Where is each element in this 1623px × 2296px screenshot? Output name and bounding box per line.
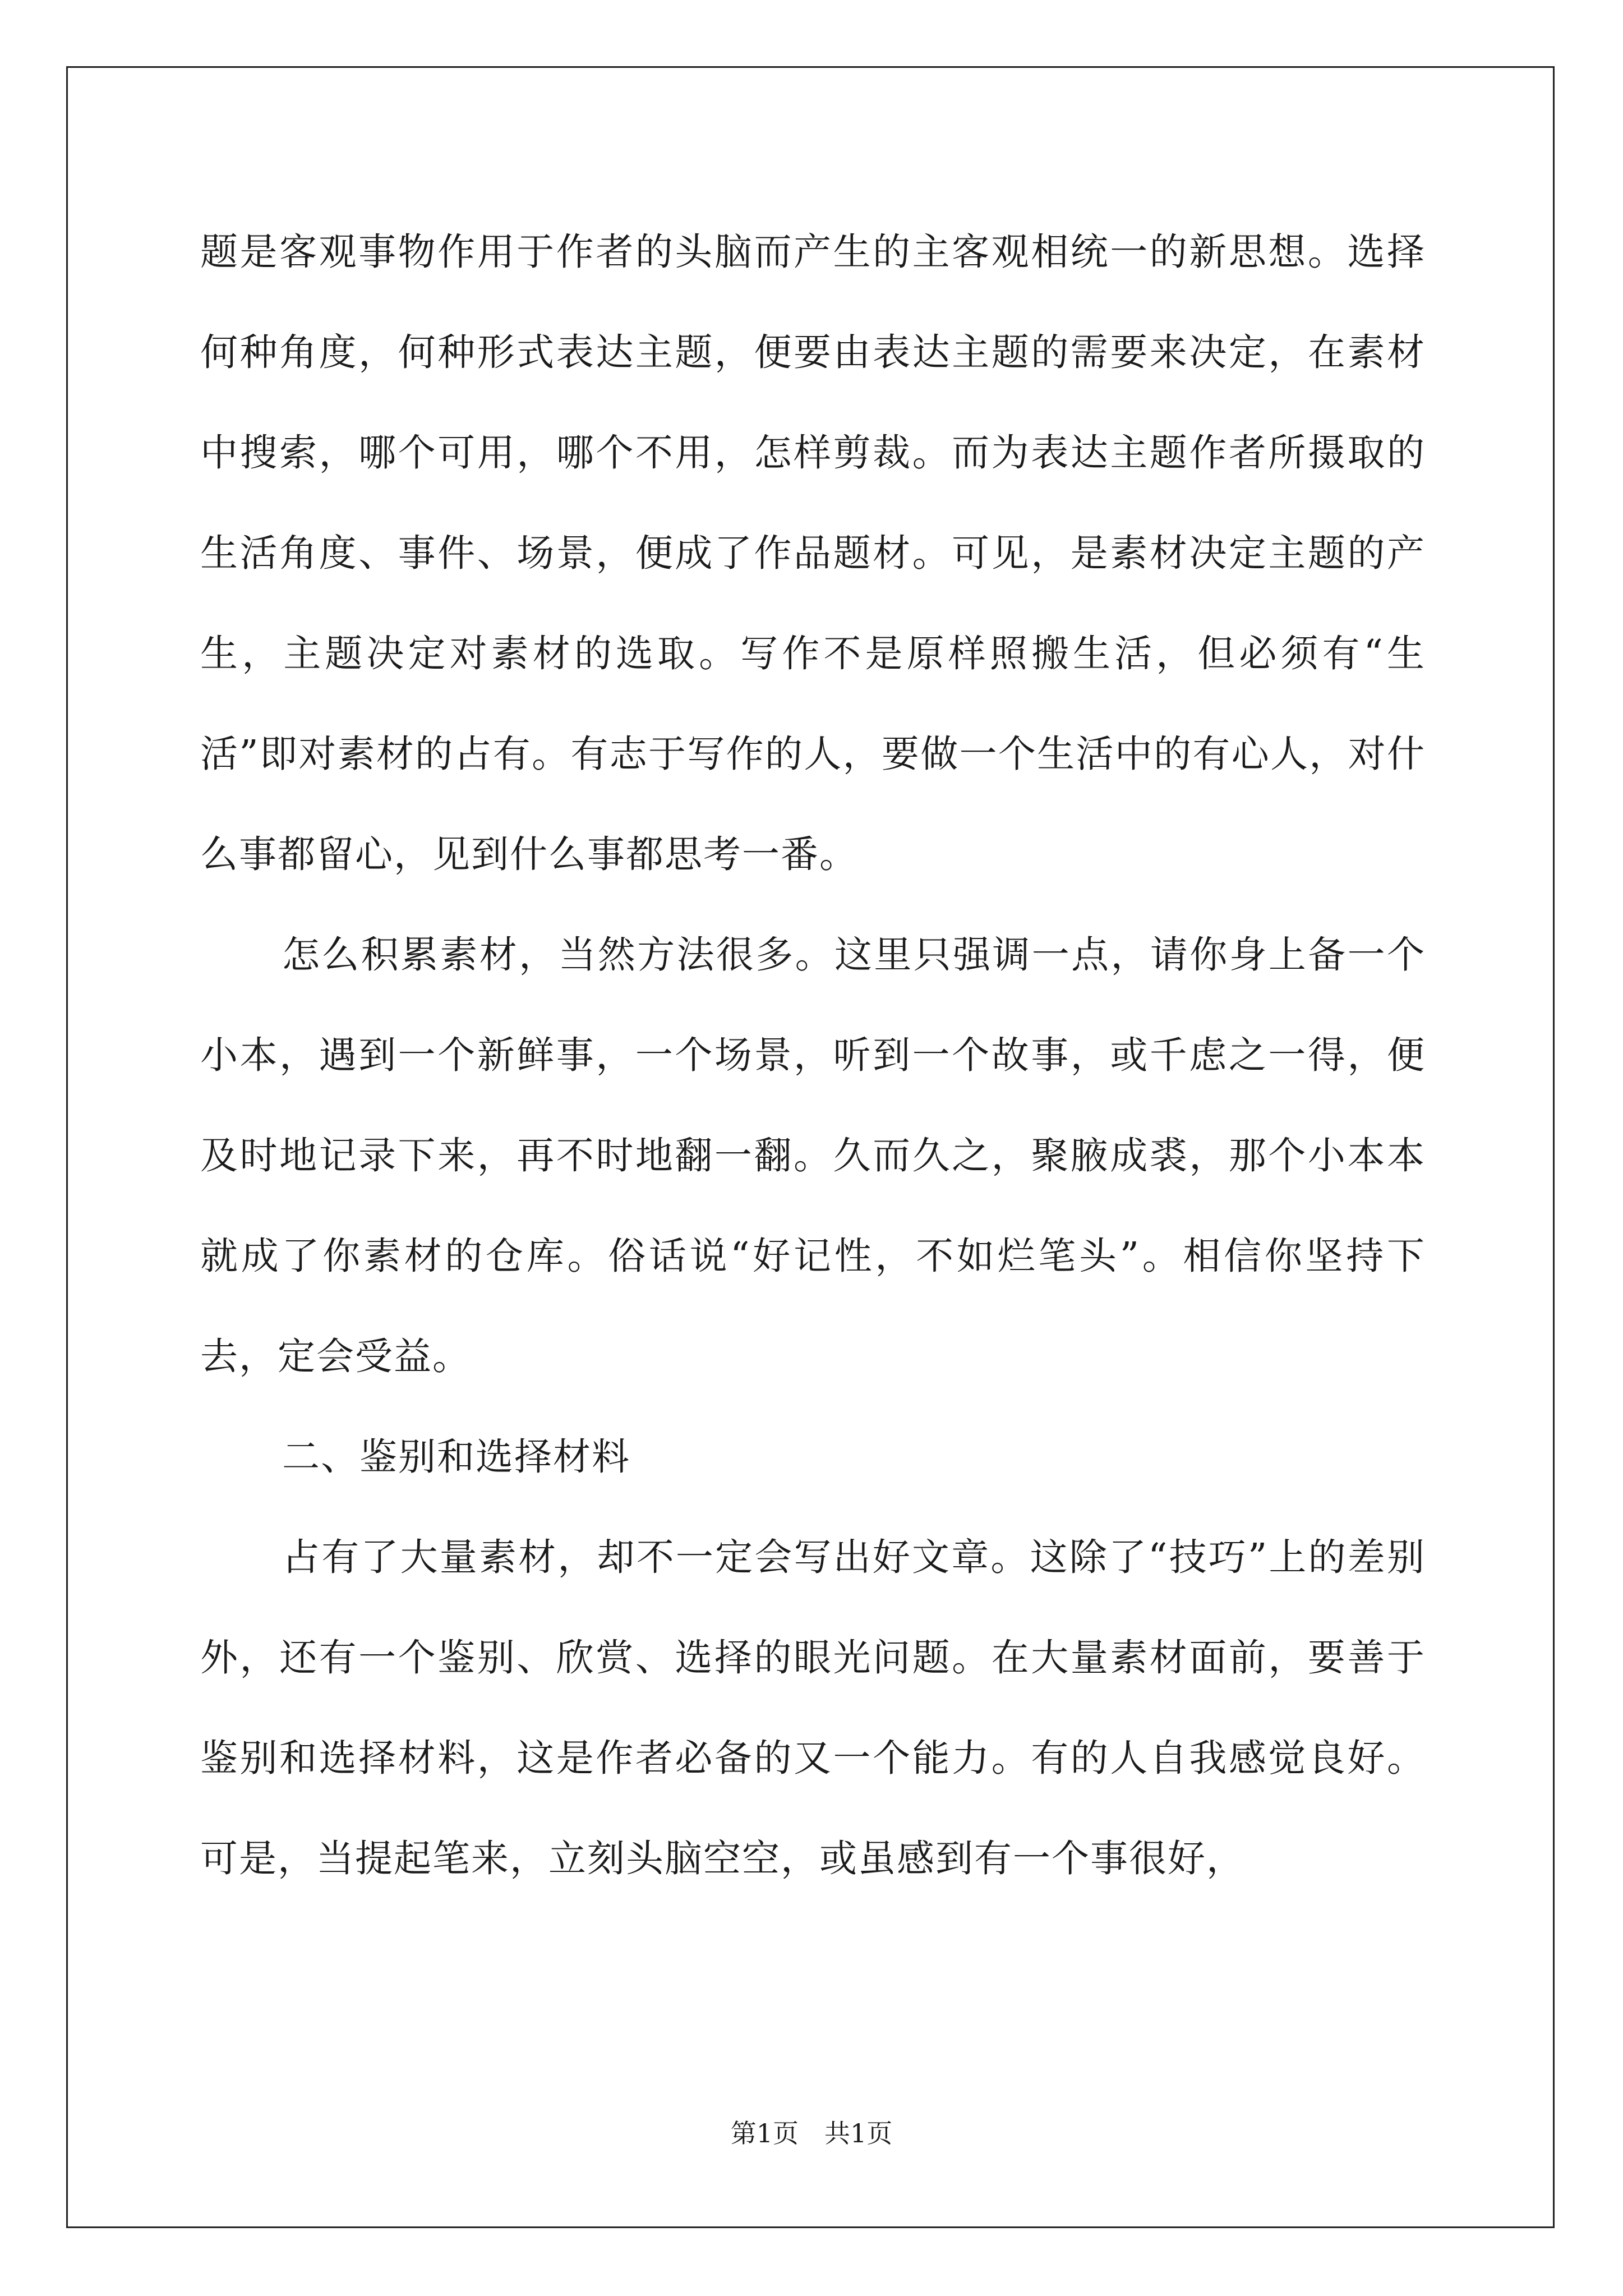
paragraph-select-material: 占有了大量素材，却不一定会写出好文章。这除了“技巧”上的差别外，还有一个鉴别、欣赏、选择的眼光问题。在大量素材面前，要善于鉴别和选择材料，这是作者必备的又一个能力。有的人自我感觉良好。可是，当提起笔来，立刻头脑空空，或虽感到有一个事很好， <box>200 1535 1426 1880</box>
paragraph-topic-material: 题是客观事物作用于作者的头脑而产生的主客观相统一的新思想。选择何种角度，何种形式表达主题，便要由表达主题的需要来决定，在素材中搜索，哪个可用，哪个不用，怎样剪裁。而为表达主题作者所摄取的生活角度、事件、场景，便成了作品题材。可见，是素材决定主题的产生，主题决定对素材的选取。写作不是原样照搬生活，但必须有“生活”即对素材的占有。有志于写作的人，要做一个生活中的有心人，对什么事都留心，见到什么事都思考一番。 <box>200 230 1426 876</box>
page-footer: 第1页 共1页 <box>730 2118 893 2148</box>
section-heading: 二、鉴别和选择材料 <box>282 1435 630 1479</box>
document-body <box>200 202 1426 1909</box>
paragraph-accumulate-material: 怎么积累素材，当然方法很多。这里只强调一点，请你身上备一个小本，遇到一个新鲜事，一个场景，听到一个故事，或千虑之一得，便及时地记录下来，再不时地翻一翻。久而久之，聚腋成裘，那个小本本就成了你素材的仓库。俗话说“好记性，不如烂笔头”。相信你坚持下去，定会受益。 <box>200 933 1426 1378</box>
